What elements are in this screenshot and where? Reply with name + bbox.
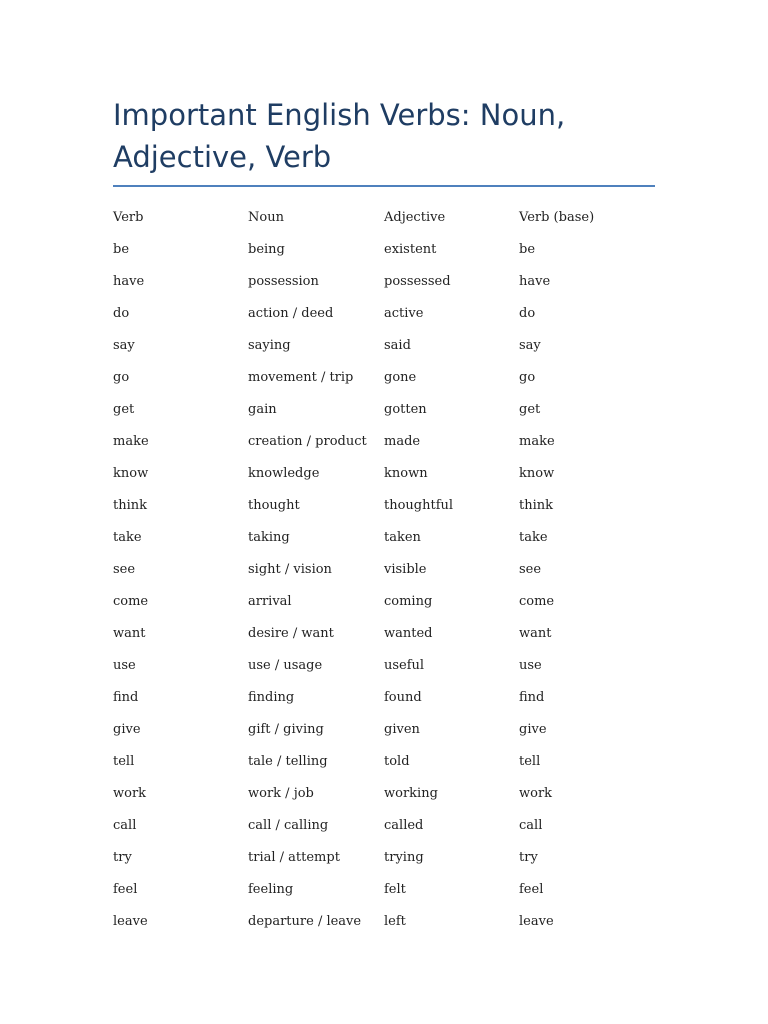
verb-base-cell: want <box>519 625 552 641</box>
table-row <box>113 713 673 745</box>
adjective-cell: existent <box>384 241 437 257</box>
verb-base-cell: say <box>519 337 541 353</box>
table-row <box>113 841 673 873</box>
verb-cell: say <box>113 337 135 353</box>
table-row <box>113 649 673 681</box>
verb-table <box>113 201 673 937</box>
table-row <box>113 617 673 649</box>
verb-cell: tell <box>113 753 135 769</box>
verb-cell: go <box>113 369 130 385</box>
column-header-noun: Noun <box>248 209 284 225</box>
verb-base-cell: have <box>519 273 551 289</box>
verb-cell: find <box>113 689 139 705</box>
table-row <box>113 361 673 393</box>
adjective-cell: said <box>384 337 411 353</box>
verb-base-cell: use <box>519 657 542 673</box>
verb-cell: take <box>113 529 142 545</box>
verb-cell: leave <box>113 913 148 929</box>
noun-cell: creation / product <box>248 433 367 449</box>
verb-base-cell: get <box>519 401 541 417</box>
column-header-adjective: Adjective <box>384 209 446 225</box>
noun-cell: being <box>248 241 285 257</box>
adjective-cell: coming <box>384 593 433 609</box>
table-row <box>113 233 673 265</box>
table-row <box>113 521 673 553</box>
table-row <box>113 297 673 329</box>
table-row <box>113 873 673 905</box>
table-row <box>113 585 673 617</box>
verb-base-cell: work <box>519 785 553 801</box>
table-row <box>113 809 673 841</box>
noun-cell: gift / giving <box>248 721 324 737</box>
adjective-cell: gotten <box>384 401 427 417</box>
adjective-cell: taken <box>384 529 421 545</box>
verb-base-cell: come <box>519 593 555 609</box>
verb-cell: be <box>113 241 130 257</box>
verb-base-cell: know <box>519 465 555 481</box>
verb-base-cell: feel <box>519 881 544 897</box>
verb-cell: try <box>113 849 132 865</box>
verb-base-cell: call <box>519 817 543 833</box>
column-header-verb: Verb <box>113 209 144 225</box>
verb-cell: make <box>113 433 149 449</box>
verb-cell: know <box>113 465 149 481</box>
table-row <box>113 681 673 713</box>
verb-base-cell: do <box>519 305 536 321</box>
adjective-cell: left <box>384 913 406 929</box>
table-row <box>113 745 673 777</box>
adjective-cell: wanted <box>384 625 433 641</box>
adjective-cell: trying <box>384 849 424 865</box>
noun-cell: finding <box>248 689 295 705</box>
noun-cell: use / usage <box>248 657 323 673</box>
noun-cell: call / calling <box>248 817 329 833</box>
noun-cell: thought <box>248 497 300 513</box>
noun-cell: sight / vision <box>248 561 332 577</box>
table-body <box>113 233 673 937</box>
adjective-cell: gone <box>384 369 417 385</box>
verb-base-cell: find <box>519 689 545 705</box>
noun-cell: feeling <box>248 881 294 897</box>
verb-cell: get <box>113 401 135 417</box>
adjective-cell: told <box>384 753 410 769</box>
table-row <box>113 457 673 489</box>
verb-cell: think <box>113 497 148 513</box>
noun-cell: movement / trip <box>248 369 354 385</box>
verb-base-cell: go <box>519 369 536 385</box>
noun-cell: tale / telling <box>248 753 328 769</box>
verb-base-cell: try <box>519 849 538 865</box>
table-row <box>113 553 673 585</box>
verb-base-cell: leave <box>519 913 554 929</box>
verb-base-cell: be <box>519 241 536 257</box>
noun-cell: possession <box>248 273 319 289</box>
verb-base-cell: tell <box>519 753 541 769</box>
noun-cell: trial / attempt <box>248 849 340 865</box>
adjective-cell: made <box>384 433 421 449</box>
verb-cell: use <box>113 657 136 673</box>
adjective-cell: possessed <box>384 273 451 289</box>
table-header-row <box>113 201 673 233</box>
adjective-cell: working <box>384 785 438 801</box>
adjective-cell: called <box>384 817 424 833</box>
verb-base-cell: take <box>519 529 548 545</box>
verb-base-cell: make <box>519 433 555 449</box>
verb-cell: call <box>113 817 137 833</box>
noun-cell: desire / want <box>248 625 334 641</box>
verb-base-cell: give <box>519 721 547 737</box>
verb-cell: feel <box>113 881 138 897</box>
adjective-cell: felt <box>384 881 406 897</box>
table-row <box>113 777 673 809</box>
adjective-cell: found <box>384 689 422 705</box>
document-page <box>113 94 655 937</box>
table-row <box>113 329 673 361</box>
verb-cell: have <box>113 273 145 289</box>
adjective-cell: known <box>384 465 428 481</box>
table-row <box>113 393 673 425</box>
verb-base-cell: think <box>519 497 554 513</box>
table-row <box>113 489 673 521</box>
adjective-cell: useful <box>384 657 425 673</box>
noun-cell: saying <box>248 337 291 353</box>
verb-base-cell: see <box>519 561 542 577</box>
noun-cell: departure / leave <box>248 913 362 929</box>
adjective-cell: active <box>384 305 424 321</box>
table-row <box>113 905 673 937</box>
noun-cell: action / deed <box>248 305 334 321</box>
table-row <box>113 425 673 457</box>
column-header-verb-base: Verb (base) <box>519 209 595 225</box>
adjective-cell: thoughtful <box>384 497 454 513</box>
verb-cell: see <box>113 561 136 577</box>
verb-cell: do <box>113 305 130 321</box>
adjective-cell: given <box>384 721 420 737</box>
noun-cell: knowledge <box>248 465 320 481</box>
noun-cell: taking <box>248 529 290 545</box>
adjective-cell: visible <box>384 561 427 577</box>
verb-cell: work <box>113 785 147 801</box>
verb-cell: want <box>113 625 146 641</box>
verb-cell: give <box>113 721 141 737</box>
noun-cell: work / job <box>248 785 314 801</box>
noun-cell: gain <box>248 401 277 417</box>
noun-cell: arrival <box>248 593 292 609</box>
page-title: Important English Verbs: Noun, Adjective, Verb <box>113 94 655 187</box>
verb-cell: come <box>113 593 149 609</box>
table-row <box>113 265 673 297</box>
